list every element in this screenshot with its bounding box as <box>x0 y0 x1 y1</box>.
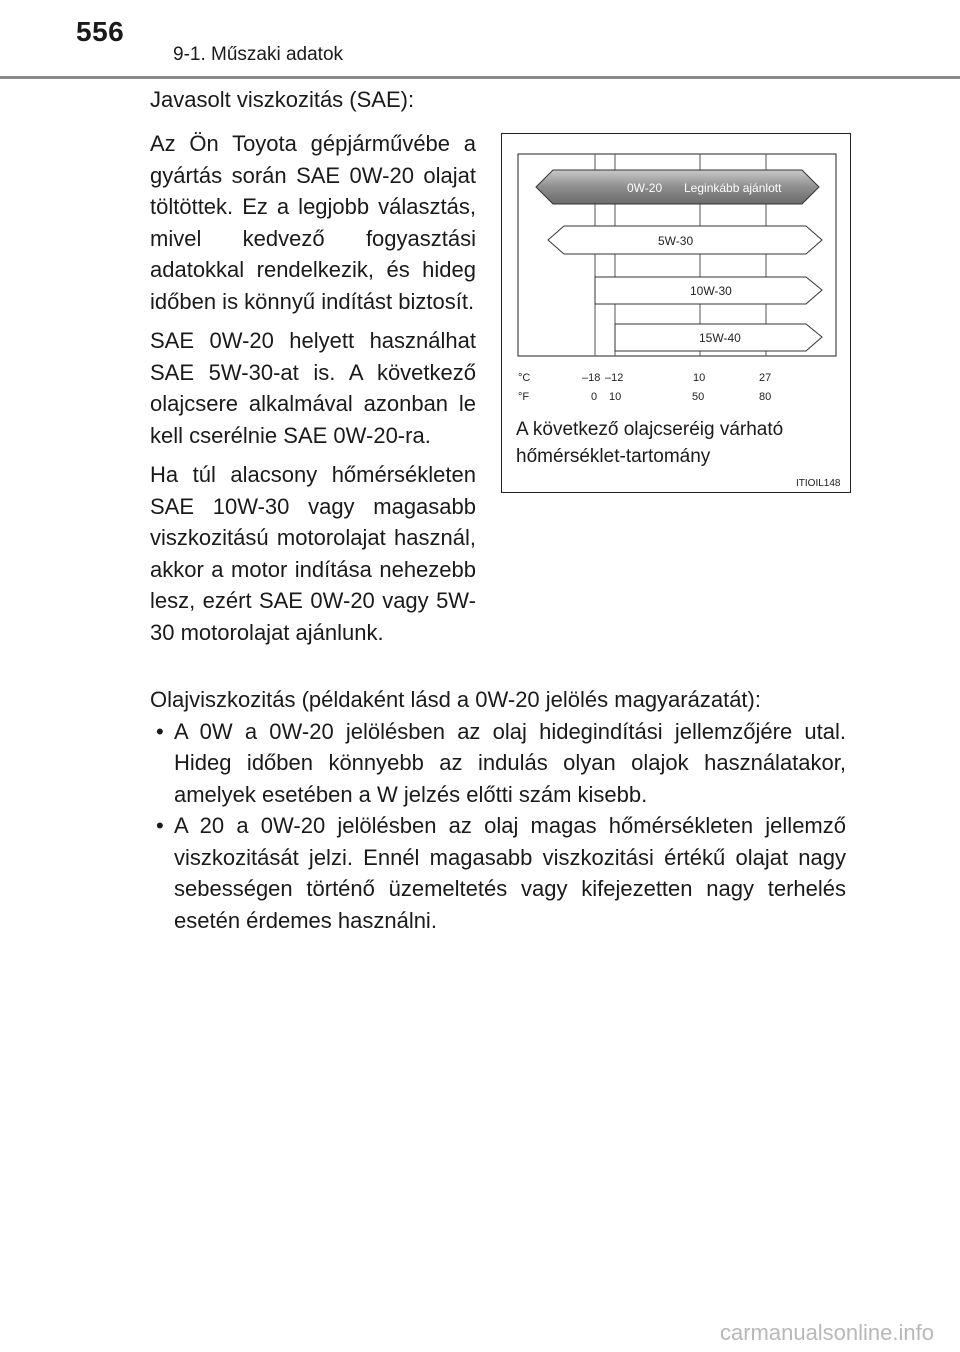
bullet-marker: • <box>156 718 164 744</box>
left-column <box>150 128 476 656</box>
tick-f-0: 0 <box>591 391 598 403</box>
tick-f-50: 50 <box>692 391 705 403</box>
bullet-item <box>150 810 846 936</box>
caption-line-1: A következő olajcseréig várható <box>516 419 784 440</box>
figure-caption <box>516 416 783 470</box>
caption-line-2: hőmérséklet-tartomány <box>516 446 711 467</box>
paragraph-cold-start: Ha túl alacsony hőmérsékleten SAE 10W-30 vagy magasabb viszkozitású motorolajat használ, akkor a motor indítása nehezebb lesz, ezért SAE 0W-20 vagy 5W-30 motorolajat ajánlunk. <box>150 462 476 645</box>
page-number: 556 <box>76 16 125 47</box>
tick-c-minus18: –18 <box>582 372 601 384</box>
label-10w30: 10W-30 <box>690 284 732 298</box>
tick-c-27: 27 <box>759 372 772 384</box>
label-0w20: 0W-20 <box>627 181 663 195</box>
tick-c-10: 10 <box>693 372 706 384</box>
figure-code: ITIOIL148 <box>796 478 841 489</box>
tick-c-minus12: –12 <box>605 372 624 384</box>
footer-watermark[interactable]: carmanualsonline.info <box>719 1320 934 1345</box>
bullet-marker: • <box>156 813 164 838</box>
label-recommended: Leginkább ajánlott <box>684 181 782 195</box>
tick-f-10: 10 <box>609 391 622 403</box>
tick-f-80: 80 <box>759 391 772 403</box>
bullet-text-hot: A 20 a 0W-20 jelölésben az olaj magas hőmérsékleten jellemző viszkozitását jelzi. Ennél magasabb viszkozitási értékű olajat nagy sebességen történő üzemeltetés vagy kifejezetten nagy terhelés esetén érdemes használni. <box>174 813 846 933</box>
footer <box>0 1314 960 1352</box>
axis-c-label: °C <box>518 372 531 384</box>
lead-heading: Javasolt viszkozitás (SAE): <box>150 87 415 112</box>
bullet-text-cold: A 0W a 0W-20 jelölésben az olaj hidegindítási jellemzőjére utal. Hideg időben könnyebb az indulás olyan olajok használatakor, amelyek esetében a W jelzés előtti szám kisebb. <box>174 718 846 807</box>
viscosity-intro: Olajviszkozitás (példaként lásd a 0W-20 jelölés magyarázatát): <box>150 687 761 712</box>
viscosity-section <box>150 684 846 936</box>
paragraph-factory-oil: Az Ön Toyota gépjárművébe a gyártás során SAE 0W-20 olajat töltöttek. Ez a legjobb választás, mivel kedvező fogyasztási adatokkal rendelkezik, és hideg időben is könnyű indítást biztosít. <box>150 131 476 314</box>
label-15w40: 15W-40 <box>699 331 741 345</box>
paragraph-alternative-oil: SAE 0W-20 helyett használhat SAE 5W-30-at is. A következő olajcsere alkalmával azonban le kell cserélnie SAE 0W-20-ra. <box>150 328 476 448</box>
label-5w30: 5W-30 <box>658 234 694 248</box>
bullet-item <box>150 716 846 811</box>
axis-f-label: °F <box>518 391 530 403</box>
section-title: 9-1. Műszaki adatok <box>173 44 344 65</box>
header-rule <box>0 76 960 79</box>
